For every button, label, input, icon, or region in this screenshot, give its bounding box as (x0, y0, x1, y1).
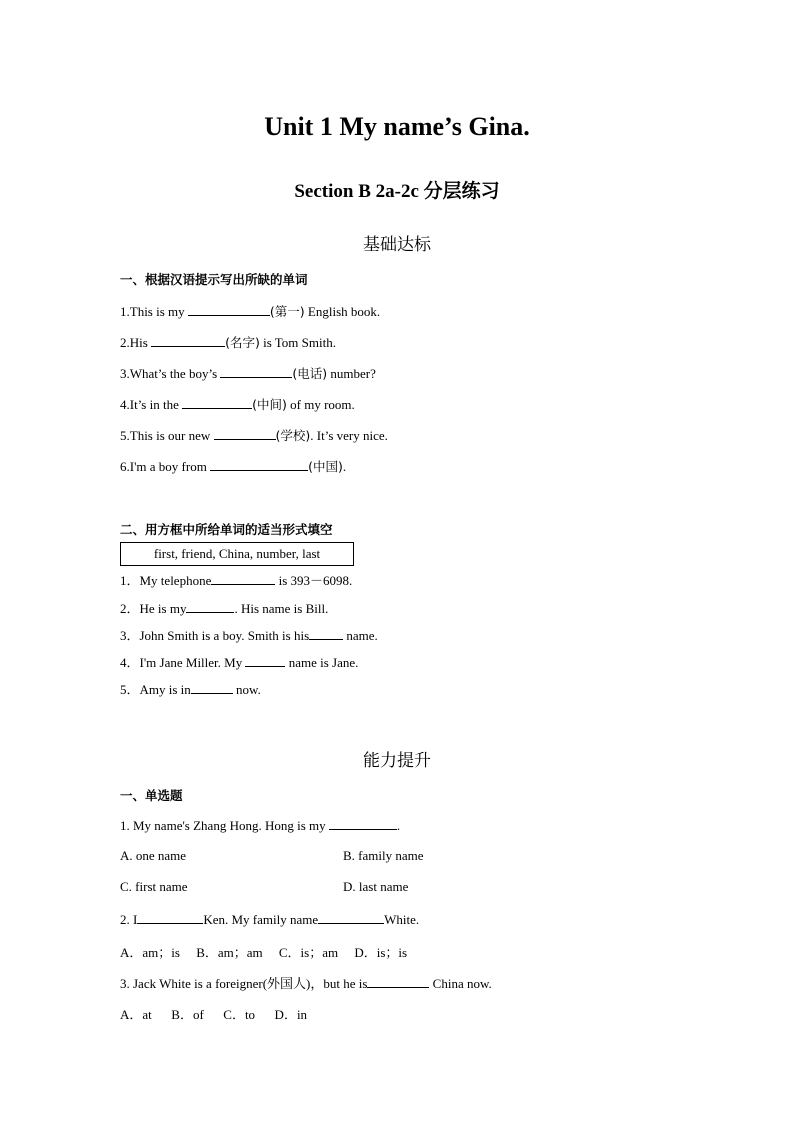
answer-blank[interactable] (220, 365, 292, 378)
item-text: 1.This is my (120, 304, 188, 319)
basic-part2-item-3 (120, 625, 378, 644)
chinese-hint: (中间) (252, 397, 287, 412)
item-text: of my room. (286, 397, 355, 412)
item-text: 5.This is our new (120, 428, 214, 443)
answer-blank[interactable] (367, 975, 429, 988)
answer-blank[interactable] (318, 911, 384, 924)
item-text: 4．I'm Jane Miller. My (120, 655, 246, 670)
question-stem: China now. (429, 976, 492, 991)
basic-part2-item-2 (120, 598, 328, 617)
section-advanced-heading: 能力提升 (363, 751, 431, 771)
q2-options[interactable]: A．am；is B．am；am C．is；am D．is；is (120, 945, 408, 960)
answer-blank[interactable] (186, 600, 234, 613)
item-text: 3.What’s the boy’s (120, 366, 221, 381)
item-text: 2.His (120, 335, 152, 350)
item-text: 5．Amy is in (120, 682, 191, 697)
basic-part1-item-4 (120, 395, 355, 413)
question-1 (120, 817, 400, 834)
section-basic-heading: 基础达标 (363, 235, 431, 255)
answer-blank[interactable] (211, 572, 275, 585)
item-text: now. (232, 682, 261, 697)
chinese-hint: (学校) (275, 428, 311, 443)
chinese-hint: (中国) (308, 459, 343, 474)
answer-blank[interactable] (191, 681, 233, 694)
basic-part2-item-1 (120, 570, 352, 589)
question-end: . (396, 818, 401, 833)
answer-blank[interactable] (329, 817, 397, 830)
q3-options[interactable]: A．at B．of C．to D．in (120, 1007, 308, 1022)
item-text: English book. (304, 304, 381, 319)
item-text: is Tom Smith. (259, 335, 336, 350)
basic-part1-item-5 (120, 426, 388, 444)
item-text: number? (327, 366, 376, 381)
answer-blank[interactable] (182, 396, 252, 409)
advanced-part1-heading: 一、单选题 (120, 788, 183, 803)
item-text: 1．My telephone (120, 573, 212, 588)
item-text: is 393－6098. (275, 573, 353, 588)
basic-part2-heading: 二、用方框中所给单词的适当形式填空 (120, 522, 333, 537)
item-text: 6.I'm a boy from (120, 459, 211, 474)
question-stem: Ken. My family name (203, 912, 319, 927)
basic-part1-item-6 (120, 457, 346, 475)
answer-blank[interactable] (151, 334, 225, 347)
chinese-hint: (电话) (292, 366, 328, 381)
basic-part1-item-1 (120, 302, 380, 320)
item-text: . It’s very nice. (310, 428, 388, 443)
answer-blank[interactable] (214, 427, 276, 440)
chinese-hint: (第一) (269, 304, 305, 319)
page-subtitle: Section B 2a-2c 分层练习 (294, 181, 500, 202)
question-3 (120, 973, 492, 992)
q1-option-b[interactable]: B. family name (343, 848, 424, 863)
item-text: name. (343, 628, 378, 643)
question-stem: 3. Jack White is a foreigner(外国人)，but he is (120, 976, 368, 991)
answer-blank[interactable] (309, 627, 343, 640)
question-stem: 2. I (120, 912, 138, 927)
basic-part1-item-3 (120, 364, 376, 382)
answer-blank[interactable] (137, 911, 203, 924)
q1-option-d[interactable]: D. last name (343, 879, 409, 894)
answer-blank[interactable] (188, 303, 270, 316)
item-text: 2．He is my (120, 601, 187, 616)
q1-option-c[interactable]: C. first name (120, 879, 188, 894)
basic-part1-heading: 一、根据汉语提示写出所缺的单词 (120, 272, 308, 287)
q1-option-a[interactable]: A. one name (120, 848, 187, 863)
item-text: . His name is Bill. (234, 601, 329, 616)
item-text: 4.It’s in the (120, 397, 183, 412)
answer-blank[interactable] (210, 458, 308, 471)
page-title: Unit 1 My name’s Gina. (264, 112, 530, 141)
word-box: first, friend, China, number, last (120, 542, 354, 566)
basic-part1-item-2 (120, 333, 336, 351)
item-text: name is Jane. (285, 655, 359, 670)
question-2 (120, 911, 419, 928)
chinese-hint: (名字) (225, 335, 260, 350)
item-text: 3．John Smith is a boy. Smith is his (120, 628, 310, 643)
item-text: . (342, 459, 347, 474)
question-stem: White. (384, 912, 420, 927)
basic-part2-item-5 (120, 679, 261, 698)
question-stem: 1. My name's Zhang Hong. Hong is my (120, 818, 329, 833)
basic-part2-item-4 (120, 652, 358, 671)
answer-blank[interactable] (245, 654, 285, 667)
